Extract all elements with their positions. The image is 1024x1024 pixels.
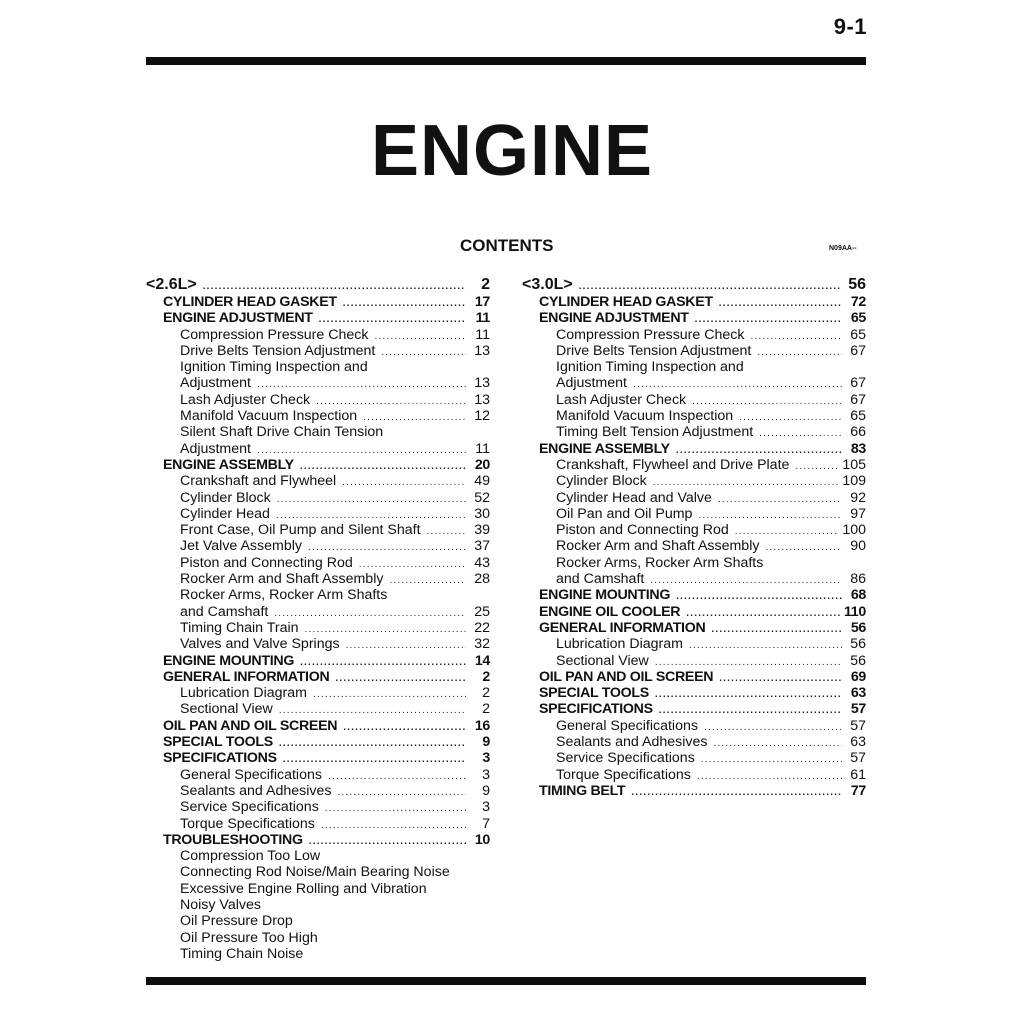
toc-label: Adjustment [180,375,251,392]
toc-entry[interactable] [522,669,866,685]
leader-dots [631,785,842,801]
toc-page: 17 [474,294,490,310]
toc-section-2-6l[interactable] [146,276,490,294]
toc-entry[interactable] [522,310,866,326]
toc-entry[interactable] [522,506,866,522]
toc-label: <3.0L> [522,276,573,293]
toc-entry[interactable] [522,685,866,701]
toc-entry[interactable] [146,832,490,848]
toc-label: Oil Pressure Too High [180,929,318,946]
leader-dots [342,475,466,491]
toc-label: Ignition Timing Inspection and [180,359,368,376]
toc-label: Compression Pressure Check [180,326,369,343]
toc-label: OIL PAN AND OIL SCREEN [539,668,714,685]
toc-label: Compression Pressure Check [556,326,745,343]
toc-entry[interactable] [146,783,490,799]
toc-entry[interactable] [146,669,490,685]
toc-page: 13 [474,342,490,359]
toc-label: Service Specifications [556,750,695,767]
toc-label: CYLINDER HEAD GASKET [163,294,337,310]
toc-entry[interactable] [522,604,866,620]
toc-page: 67 [850,342,866,359]
toc-entry[interactable] [522,538,866,554]
toc-label: SPECIAL TOOLS [539,685,649,702]
toc-page: 56 [850,636,866,653]
toc-entry[interactable] [146,881,490,897]
toc-label: GENERAL INFORMATION [163,668,330,685]
toc-page: 110 [844,603,866,620]
toc-page: 30 [474,505,490,522]
toc-label: General Specifications [180,766,322,783]
toc-label: Lash Adjuster Check [180,391,311,408]
toc-page: 10 [474,831,490,848]
toc-entry[interactable] [522,750,866,766]
toc-label: Lubrication Diagram [556,636,683,653]
leader-dots [676,589,842,605]
toc-page: 3 [482,750,490,767]
toc-page: 11 [475,440,490,457]
leader-dots [346,638,466,654]
leader-dots [739,410,842,426]
toc-page: 3 [482,766,490,783]
toc-page: 32 [474,636,490,653]
toc-label: Piston and Connecting Rod [180,554,353,571]
toc-page: 13 [474,391,490,408]
toc-entry[interactable] [146,750,490,766]
toc-entry[interactable] [146,571,490,587]
toc-entry[interactable] [522,457,866,473]
toc-label: Excessive Engine Rolling and Vibration [180,880,427,897]
leader-dots [343,720,466,736]
toc-entry[interactable] [146,767,490,783]
toc-label: ENGINE ADJUSTMENT [539,310,689,327]
toc-entry[interactable] [146,343,490,359]
toc-label: Oil Pan and Oil Pump [556,505,693,522]
toc-label: Rocker Arms, Rocker Arm Shafts [180,587,388,604]
leader-dots [279,736,466,752]
toc-label: Sectional View [556,652,649,669]
toc-page: 86 [850,571,866,588]
toc-entry[interactable] [522,424,866,440]
leader-dots [389,573,466,589]
leader-dots [309,834,466,850]
toc-page: 11 [475,326,490,343]
toc-label: TIMING BELT [539,782,626,799]
toc-entry[interactable] [146,522,490,538]
toc-page: 65 [850,408,866,425]
toc-page: 65 [850,326,866,343]
leader-dots [277,492,466,508]
toc-entry[interactable] [522,701,866,717]
toc-page: 56 [848,276,866,293]
toc-label: Rocker Arms, Rocker Arm Shafts [556,554,764,571]
toc-label: Noisy Valves [180,896,261,913]
toc-page: 109 [842,473,866,490]
toc-label: Adjustment [180,440,251,457]
toc-page: 72 [850,294,866,310]
page-number: 9-1 [833,14,867,39]
toc-label: Timing Belt Tension Adjustment [556,424,754,441]
toc-entry[interactable] [146,506,490,522]
toc-label: Adjustment [556,375,627,392]
toc-label: ENGINE ASSEMBLY [163,456,294,473]
toc-entry[interactable] [522,734,866,750]
toc-label: Connecting Rod Noise/Main Bearing Noise [180,864,450,881]
toc-label: <2.6L> [146,276,197,293]
toc-page: 63 [850,734,866,751]
toc-entry[interactable] [146,490,490,506]
toc-page: 56 [850,652,866,669]
toc-entry[interactable] [146,701,490,717]
leader-dots [697,769,842,785]
toc-entry[interactable] [146,538,490,554]
toc-label: OIL PAN AND OIL SCREEN [163,717,338,734]
toc-entry[interactable] [146,392,490,408]
toc-entry[interactable] [522,375,866,391]
leader-dots [719,671,842,687]
toc-entry[interactable] [522,343,866,359]
toc-entry[interactable] [522,587,866,603]
toc-label: Manifold Vacuum Inspection [556,408,734,425]
toc-entry[interactable] [522,555,866,571]
toc-entry[interactable] [146,424,490,440]
toc-entry[interactable] [522,359,866,375]
toc-label: Torque Specifications [556,766,691,783]
toc-entry[interactable] [522,571,866,587]
toc-entry[interactable] [522,490,866,506]
toc-label: Rocker Arm and Shaft Assembly [556,538,760,555]
leader-dots [689,638,842,654]
toc-label: Drive Belts Tension Adjustment [180,342,376,359]
toc-label: Lubrication Diagram [180,685,307,702]
leader-dots [321,818,466,834]
toc-label: and Camshaft [180,603,269,620]
toc-page: 49 [474,473,490,490]
toc-label: Ignition Timing Inspection and [556,359,744,376]
toc-label: ENGINE MOUNTING [163,652,295,669]
leader-dots [711,622,842,638]
toc-page: 7 [482,815,490,832]
toc-entry[interactable] [146,718,490,734]
toc-entry[interactable] [522,327,866,343]
toc-entry[interactable] [522,441,866,457]
toc-column-3-0l [522,276,866,799]
toc-label: Silent Shaft Drive Chain Tension [180,424,384,441]
toc-entry[interactable] [146,310,490,326]
toc-page: 69 [850,668,866,685]
toc-label: ENGINE ASSEMBLY [539,440,670,457]
leader-dots [718,492,842,508]
toc-entry[interactable] [146,473,490,489]
toc-page: 39 [474,522,490,539]
toc-page: 22 [474,619,490,636]
toc-label: Compression Too Low [180,848,321,865]
toc-entry[interactable] [146,604,490,620]
toc-page: 9 [482,734,490,751]
toc-page: 57 [850,750,866,767]
leader-dots [759,426,842,442]
toc-label: Timing Chain Noise [180,945,304,962]
toc-page: 13 [474,375,490,392]
toc-section-3-0l[interactable] [522,276,866,294]
leader-dots [713,736,842,752]
toc-entry[interactable] [146,816,490,832]
toc-entry[interactable] [522,294,866,310]
toc-page: 77 [850,782,866,799]
toc-label: Cylinder Head [180,505,270,522]
toc-label: Cylinder Block [556,473,647,490]
toc-page: 100 [842,522,866,539]
toc-label: Sectional View [180,701,273,718]
top-rule-divider [146,57,866,65]
leader-dots [795,459,838,475]
leader-dots [337,785,466,801]
toc-label: Service Specifications [180,799,319,816]
toc-page: 3 [482,799,490,816]
toc-page: 12 [474,408,490,425]
toc-label: Cylinder Block [180,489,271,506]
leader-dots [701,752,842,768]
leader-dots [381,345,466,361]
leader-dots [655,687,842,703]
toc-label: Cylinder Head and Valve [556,489,712,506]
toc-label: Front Case, Oil Pump and Silent Shaft [180,522,421,539]
toc-label: Jet Valve Assembly [180,538,302,555]
toc-entry[interactable] [522,408,866,424]
toc-entry[interactable] [146,555,490,571]
toc-entry[interactable] [146,913,490,929]
toc-entry[interactable] [522,473,866,489]
leader-dots [274,606,466,622]
toc-page: 66 [850,424,866,441]
toc-page: 2 [482,668,490,685]
toc-label: Drive Belts Tension Adjustment [556,342,752,359]
bottom-rule-divider [146,977,866,985]
toc-entry[interactable] [146,930,490,946]
toc-page: 9 [482,782,490,799]
toc-entry[interactable] [146,636,490,652]
toc-label: Sealants and Adhesives [180,782,332,799]
toc-page: 57 [850,717,866,734]
toc-label: Crankshaft, Flywheel and Drive Plate [556,456,790,473]
toc-entry[interactable] [146,294,490,310]
toc-page: 67 [850,375,866,392]
leader-dots [335,671,466,687]
toc-entry[interactable] [522,653,866,669]
toc-page: 14 [474,652,490,669]
toc-entry[interactable] [146,359,490,375]
toc-page: 67 [850,391,866,408]
toc-label: Piston and Connecting Rod [556,522,729,539]
chapter-title: ENGINE [370,111,654,191]
toc-entry[interactable] [146,685,490,701]
toc-label: Timing Chain Train [180,619,299,636]
contents-heading: CONTENTS [460,236,554,255]
toc-entry[interactable] [522,636,866,652]
toc-page: 92 [850,489,866,506]
toc-entry[interactable] [146,375,490,391]
leader-dots [374,329,466,345]
toc-entry[interactable] [146,620,490,636]
toc-label: Crankshaft and Flywheel [180,473,337,490]
toc-entry[interactable] [146,864,490,880]
toc-label: Rocker Arm and Shaft Assembly [180,571,384,588]
toc-page: 63 [850,685,866,702]
toc-page: 97 [850,505,866,522]
toc-entry[interactable] [146,441,490,457]
toc-label: SPECIFICATIONS [163,750,277,767]
toc-page: 57 [850,701,866,718]
toc-entry[interactable] [146,848,490,864]
toc-page: 16 [474,717,490,734]
toc-entry[interactable] [522,522,866,538]
toc-entry[interactable] [146,734,490,750]
toc-page: 2 [481,276,490,293]
toc-page: 2 [482,701,490,718]
toc-label: SPECIFICATIONS [539,701,653,718]
toc-page: 90 [850,538,866,555]
leader-dots [704,720,842,736]
toc-page: 68 [850,587,866,604]
toc-entry[interactable] [146,799,490,815]
toc-label: Lash Adjuster Check [556,391,687,408]
toc-page: 2 [482,685,490,702]
toc-label: GENERAL INFORMATION [539,619,706,636]
toc-label: General Specifications [556,717,698,734]
toc-label: Sealants and Adhesives [556,734,708,751]
toc-page: 83 [850,440,866,457]
toc-entry[interactable] [522,718,866,734]
toc-page: 61 [850,766,866,783]
toc-label: CYLINDER HEAD GASKET [539,294,713,310]
toc-entry[interactable] [146,946,490,962]
toc-entry[interactable] [146,897,490,913]
leader-dots [328,769,466,785]
toc-page: 56 [850,619,866,636]
toc-entry[interactable] [522,620,866,636]
toc-entry[interactable] [522,767,866,783]
toc-page: 20 [474,456,490,473]
toc-entry[interactable] [146,327,490,343]
toc-page: 65 [850,310,866,327]
leader-dots [719,296,842,312]
toc-entry[interactable] [522,783,866,799]
toc-page: 11 [475,310,490,327]
leader-dots [765,540,842,556]
leader-dots [313,687,466,703]
toc-label: Manifold Vacuum Inspection [180,408,358,425]
toc-label: SPECIAL TOOLS [163,734,273,751]
toc-page: 37 [474,538,490,555]
toc-page: 52 [474,489,490,506]
leader-dots [750,329,842,345]
leader-dots [757,345,842,361]
leader-dots [427,524,466,540]
toc-label: Torque Specifications [180,815,315,832]
toc-entry[interactable] [522,392,866,408]
leader-dots [686,606,840,622]
toc-entry[interactable] [146,408,490,424]
toc-column-2-6l [146,276,490,962]
toc-label: Valves and Valve Springs [180,636,340,653]
toc-label: ENGINE MOUNTING [539,587,671,604]
toc-page: 28 [474,571,490,588]
toc-label: Oil Pressure Drop [180,913,293,930]
leader-dots [650,573,842,589]
toc-entry[interactable] [146,587,490,603]
leader-dots [343,296,466,312]
toc-label: TROUBLESHOOTING [163,831,303,848]
toc-entry[interactable] [146,457,490,473]
toc-page: 25 [474,603,490,620]
toc-label: ENGINE ADJUSTMENT [163,310,313,327]
toc-label: and Camshaft [556,571,645,588]
toc-page: 43 [474,554,490,571]
toc-label: ENGINE OIL COOLER [539,603,681,620]
toc-page: 105 [842,456,866,473]
document-code: N09AA-- [829,245,857,252]
leader-dots [325,801,466,817]
toc-entry[interactable] [146,653,490,669]
